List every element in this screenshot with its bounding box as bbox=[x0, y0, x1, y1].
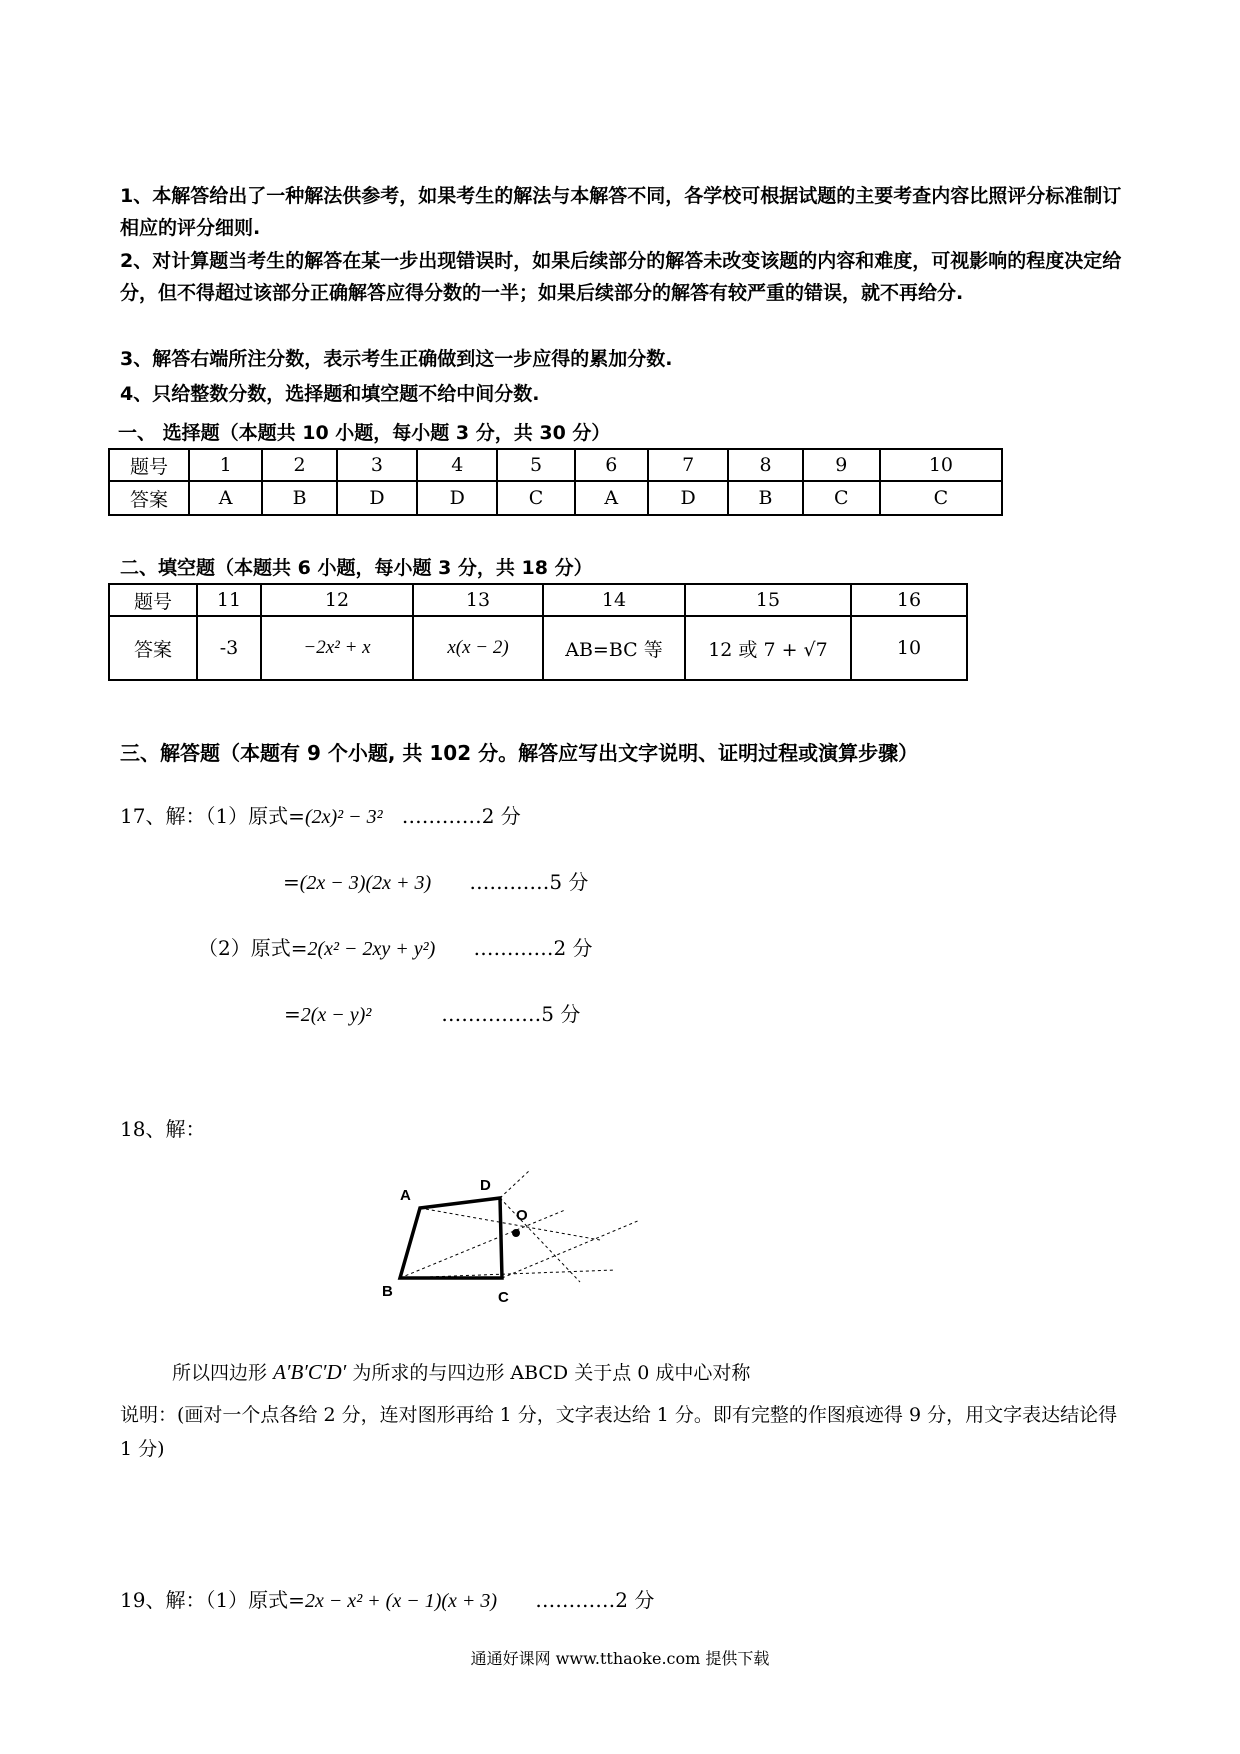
table-cell: B bbox=[262, 481, 336, 515]
q17-line-1 bbox=[120, 800, 521, 829]
section2-title: 二、填空题（本题共 6 小题，每小题 3 分，共 18 分） bbox=[120, 557, 593, 579]
table-cell: 16 bbox=[851, 584, 967, 616]
q17-score: …………2 分 bbox=[401, 804, 521, 828]
q17-lead: （2）原式= bbox=[198, 936, 308, 960]
table-cell: 8 bbox=[728, 449, 802, 481]
table-cell: D bbox=[417, 481, 497, 515]
table-row bbox=[109, 481, 1002, 515]
q18-conclusion bbox=[172, 1358, 750, 1385]
table-cell: 10 bbox=[851, 616, 967, 680]
table-cell: B bbox=[728, 481, 802, 515]
table-cell: AB=BC 等 bbox=[543, 616, 685, 680]
table-cell: 2 bbox=[262, 449, 336, 481]
q19-score: …………2 分 bbox=[535, 1588, 655, 1612]
table-cell: D bbox=[648, 481, 728, 515]
table-cell: 7 bbox=[648, 449, 728, 481]
q17-lead: 17、解：（1）原式= bbox=[120, 804, 305, 828]
row-label: 答案 bbox=[109, 481, 189, 515]
section1-title: 一、 选择题（本题共 10 小题，每小题 3 分，共 30 分） bbox=[118, 422, 611, 444]
table-cell: C bbox=[880, 481, 1002, 515]
table-cell: A bbox=[189, 481, 262, 515]
q17-expr: 2(x² − 2xy + y²) bbox=[307, 938, 436, 960]
q19-lead: 19、解：（1）原式= bbox=[120, 1588, 305, 1612]
q17-line-4 bbox=[284, 998, 580, 1027]
footer-source: 通通好课网 www.tthaoke.com 提供下载 bbox=[470, 1649, 770, 1668]
label-B: B bbox=[382, 1283, 393, 1300]
dashed-line-D-ext bbox=[500, 1170, 530, 1198]
label-D: D bbox=[480, 1177, 491, 1194]
choice-answer-table bbox=[108, 448, 1003, 516]
table-cell: D bbox=[337, 481, 417, 515]
table-cell: 1 bbox=[189, 449, 262, 481]
table-row bbox=[109, 584, 967, 616]
q18-label: 18、解： bbox=[120, 1117, 206, 1141]
q18-conclusion-post: 为所求的与四边形 ABCD 关于点 0 成中心对称 bbox=[352, 1362, 751, 1384]
dashed-line-B-O bbox=[400, 1210, 565, 1278]
dashed-line-C-O bbox=[502, 1220, 640, 1278]
row-label: 题号 bbox=[109, 449, 189, 481]
quadrilateral-ABCD bbox=[400, 1198, 502, 1278]
table-row bbox=[109, 616, 967, 680]
table-cell: 5 bbox=[497, 449, 574, 481]
label-O: O bbox=[516, 1207, 528, 1224]
note-2: 2、对计算题当考生的解答在某一步出现错误时，如果后续部分的解答未改变该题的内容和难度，可视影响的程度决定给分，但不得超过该部分正确解答应得分数的一半；如果后续部分的解答有较严重的错误，就不再给分. bbox=[120, 250, 1122, 304]
table-cell: 12 或 7 + √7 bbox=[685, 616, 851, 680]
q17-score: …………2 分 bbox=[473, 936, 593, 960]
table-cell: −2x² + x bbox=[261, 616, 413, 680]
table-cell: 12 bbox=[261, 584, 413, 616]
q17-line-2 bbox=[283, 866, 588, 895]
table-cell: 3 bbox=[337, 449, 417, 481]
dashed-line-A-O bbox=[420, 1208, 600, 1240]
q17-line-3 bbox=[198, 932, 593, 961]
section3-title: 三、解答题（本题有 9 个小题, 共 102 分。解答应写出文字说明、证明过程或演算步骤） bbox=[120, 741, 919, 765]
q17-expr: 2(x − y)² bbox=[300, 1004, 372, 1026]
q18-explanation: 说明：(画对一个点各给 2 分，连对图形再给 1 分，文字表达给 1 分。即有完整的作图痕迹得 9 分，用文字表达结论得 1 分) bbox=[120, 1404, 1118, 1460]
table-cell: 9 bbox=[803, 449, 880, 481]
q18-quad-name: A′B′C′D′ bbox=[273, 1360, 347, 1384]
fill-answer-table bbox=[108, 583, 968, 681]
table-cell: 15 bbox=[685, 584, 851, 616]
note-4: 4、只给整数分数，选择题和填空题不给中间分数. bbox=[120, 383, 540, 405]
q19-line-1 bbox=[120, 1584, 654, 1613]
q17-expr: (2x − 3)(2x + 3) bbox=[299, 872, 432, 894]
table-cell: C bbox=[803, 481, 880, 515]
table-cell: 13 bbox=[413, 584, 543, 616]
row-label: 答案 bbox=[109, 616, 197, 680]
table-cell: 6 bbox=[575, 449, 648, 481]
q19-expr: 2x − x² + (x − 1)(x + 3) bbox=[304, 1590, 498, 1612]
table-cell: -3 bbox=[197, 616, 261, 680]
label-C: C bbox=[498, 1289, 509, 1306]
table-cell: A bbox=[575, 481, 648, 515]
note-1: 1、本解答给出了一种解法供参考，如果考生的解法与本解答不同，各学校可根据试题的主要考查内容比照评分标准制订相应的评分细则. bbox=[120, 185, 1122, 239]
q18-conclusion-pre: 所以四边形 bbox=[172, 1362, 268, 1384]
q17-score: …………5 分 bbox=[469, 870, 589, 894]
quadrilateral-figure bbox=[370, 1160, 670, 1310]
table-cell: 10 bbox=[880, 449, 1002, 481]
q17-score: ……………5 分 bbox=[441, 1002, 581, 1026]
q17-lead: = bbox=[283, 870, 300, 894]
table-cell: 11 bbox=[197, 584, 261, 616]
point-O bbox=[512, 1229, 520, 1237]
table-cell: C bbox=[497, 481, 574, 515]
row-label: 题号 bbox=[109, 584, 197, 616]
table-cell: x(x − 2) bbox=[413, 616, 543, 680]
table-cell: 14 bbox=[543, 584, 685, 616]
label-A: A bbox=[400, 1187, 411, 1204]
table-row bbox=[109, 449, 1002, 481]
note-3: 3、解答右端所注分数，表示考生正确做到这一步应得的累加分数. bbox=[120, 348, 673, 370]
table-cell: 4 bbox=[417, 449, 497, 481]
dashed-line-D-O bbox=[500, 1198, 580, 1282]
q17-lead: = bbox=[284, 1002, 301, 1026]
q17-expr: (2x)² − 3² bbox=[304, 806, 383, 828]
